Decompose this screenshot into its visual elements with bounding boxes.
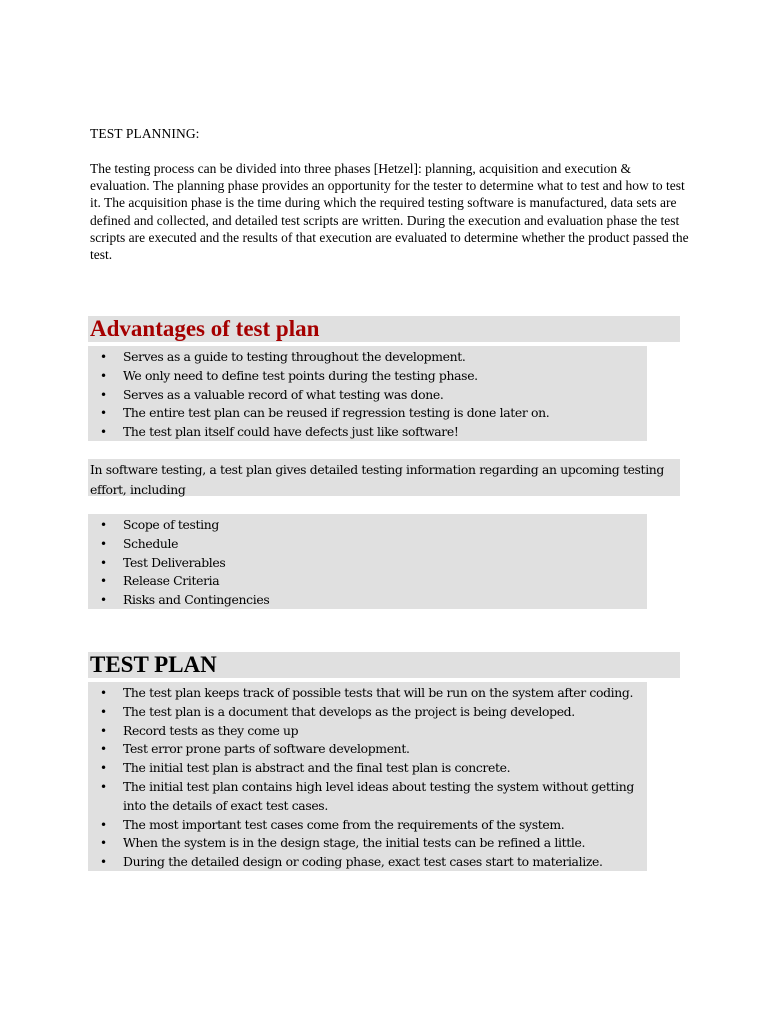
- list-item-text: The test plan is a document that develops as the project is being developed.: [123, 703, 575, 719]
- list-item: [88, 591, 647, 610]
- test-plan-title-band: [88, 652, 680, 678]
- bullet-icon: •: [100, 817, 107, 832]
- list-item-text: The entire test plan can be reused if regression testing is done later on.: [123, 405, 550, 421]
- list-item-text: The initial test plan is abstract and the final test plan is concrete.: [123, 760, 511, 776]
- list-item-text: When the system is in the design stage, the initial tests can be refined a little.: [123, 835, 586, 851]
- bullet-icon: •: [100, 387, 107, 402]
- intro-paragraph: The testing process can be divided into three phases [Hetzel]: planning, acquisition and execution & evaluation. The planning phase provides an opportunity for the tester to determine what to test and how to test it. The acquisition phase is the time during which the required testing software is manufactured, data sets are defined and collected, and detailed test scripts are written. During the execution and evaluation phase the test scripts are executed and the results of that execution are evaluated to determine whether the product passed the test.: [90, 161, 689, 263]
- list-item-text: Risks and Contingencies: [123, 592, 270, 608]
- bullet-icon: •: [100, 350, 107, 364]
- bullet-icon: •: [100, 855, 107, 870]
- bullet-icon: •: [100, 779, 107, 794]
- list-item: [88, 740, 647, 759]
- bullet-icon: •: [100, 406, 107, 421]
- list-item-text: Test Deliverables: [123, 554, 226, 570]
- list-item: [88, 535, 647, 554]
- list-item: [88, 516, 647, 535]
- advantages-title: Advantages of test plan: [90, 316, 320, 341]
- list-item: [88, 386, 647, 405]
- list-item: [88, 759, 647, 778]
- list-item: [88, 423, 647, 442]
- bullet-icon: •: [100, 574, 107, 589]
- list-item-text: Scope of testing: [123, 517, 219, 532]
- bullet-icon: •: [100, 555, 107, 570]
- list-item-text: Release Criteria: [123, 573, 220, 589]
- bullet-icon: •: [100, 723, 107, 738]
- list-item: [88, 778, 647, 816]
- test-plan-list-box: [88, 682, 647, 871]
- list-item-text: During the detailed design or coding phase, exact test cases start to materialize.: [123, 854, 603, 870]
- bullet-icon: •: [100, 368, 107, 383]
- list-item-text: Schedule: [123, 535, 179, 551]
- advantages-list-box: [88, 346, 647, 441]
- list-item: [88, 572, 647, 591]
- test-plan-list: [88, 682, 647, 872]
- list-item-text: The test plan keeps track of possible tests that will be run on the system after coding.: [123, 685, 634, 700]
- list-item-text: Serves as a valuable record of what testing was done.: [123, 386, 444, 402]
- bullet-icon: •: [100, 836, 107, 851]
- list-item-text: Test error prone parts of software development.: [123, 741, 410, 757]
- list-item-text: The test plan itself could have defects just like software!: [123, 424, 459, 440]
- list-item: [88, 722, 647, 741]
- page-heading: TEST PLANNING:: [90, 126, 200, 141]
- list-item-text: The most important test cases come from the requirements of the system.: [123, 816, 565, 832]
- list-item: [88, 703, 647, 722]
- list-item-text: We only need to define test points during the testing phase.: [123, 367, 478, 383]
- list-item-text: The initial test plan contains high level ideas about testing the system without getting into the details of exact test cases.: [123, 778, 634, 813]
- list-item: [88, 348, 647, 367]
- bullet-icon: •: [100, 742, 107, 757]
- bullet-icon: •: [100, 686, 107, 700]
- info-paragraph: In software testing, a test plan gives detailed testing information regarding an upcoming testing effort, including: [90, 462, 665, 497]
- list-item: [88, 853, 647, 872]
- list-item: [88, 834, 647, 853]
- list-item-text: Record tests as they come up: [123, 722, 299, 738]
- bullet-icon: •: [100, 425, 107, 440]
- bullet-icon: •: [100, 536, 107, 551]
- bullet-icon: •: [100, 518, 107, 532]
- list-item: [88, 684, 647, 703]
- list-item: [88, 816, 647, 835]
- list-item: [88, 554, 647, 573]
- bullet-icon: •: [100, 704, 107, 719]
- list-item: [88, 367, 647, 386]
- info-paragraph-box: [88, 459, 680, 496]
- advantages-list: [88, 346, 647, 442]
- bullet-icon: •: [100, 761, 107, 776]
- list-item-text: Serves as a guide to testing throughout the development.: [123, 349, 466, 364]
- bullet-icon: •: [100, 593, 107, 608]
- advantages-title-band: [88, 316, 680, 342]
- list-item: [88, 404, 647, 423]
- info-list-box: [88, 514, 647, 609]
- test-plan-title: TEST PLAN: [90, 652, 217, 677]
- info-list: [88, 514, 647, 610]
